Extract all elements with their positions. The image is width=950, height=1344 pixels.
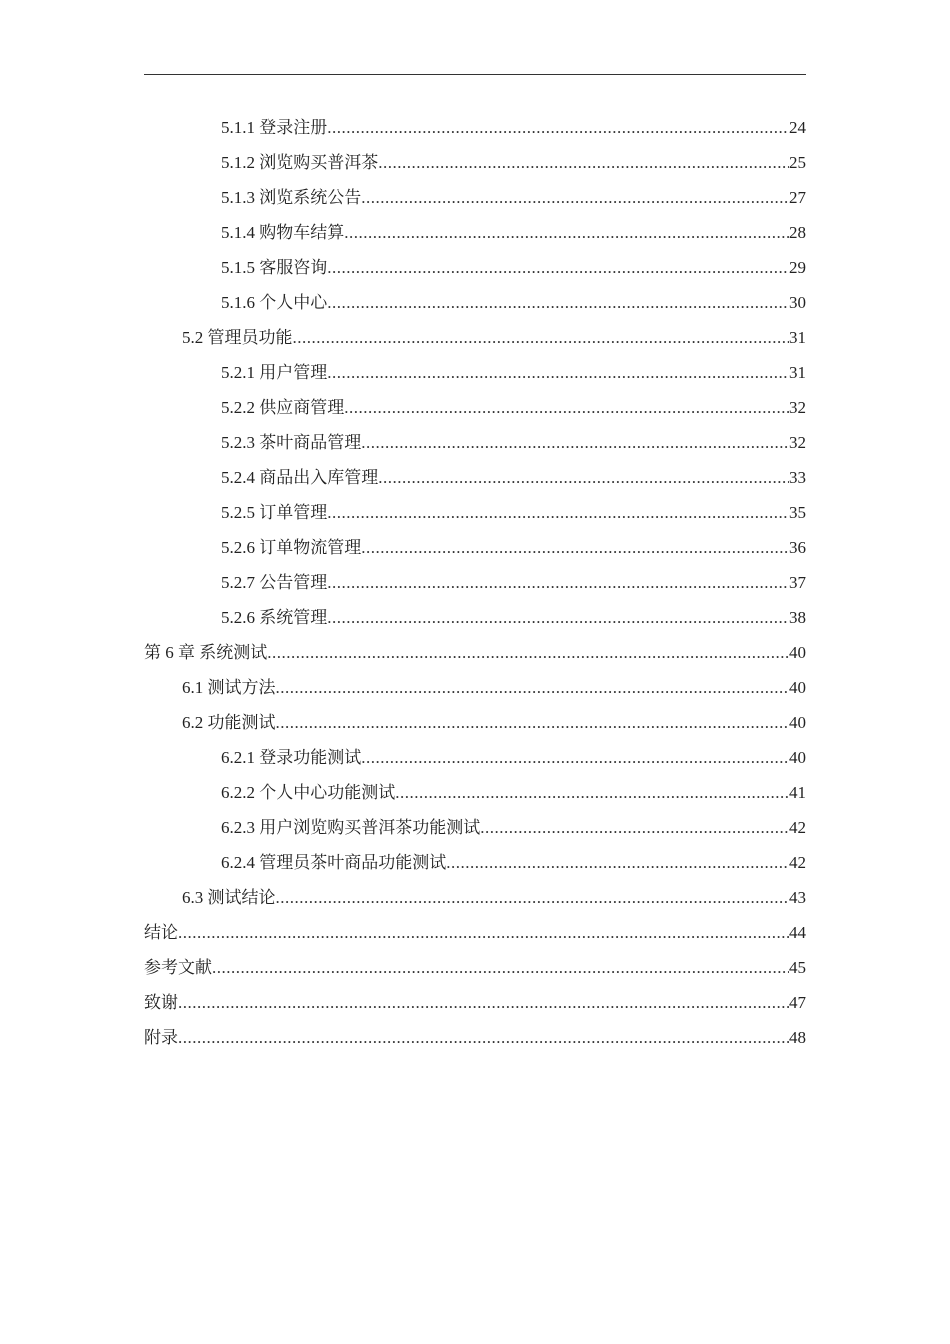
toc-entry[interactable]	[144, 390, 806, 425]
toc-entry-page: 31	[789, 328, 806, 347]
toc-dot-leader	[212, 950, 789, 985]
toc-entry-page: 32	[789, 398, 806, 417]
toc-entry[interactable]	[144, 145, 806, 180]
toc-dot-leader	[361, 740, 789, 775]
toc-entry[interactable]	[144, 425, 806, 460]
toc-entry-title: 5.2.6 系统管理	[221, 608, 328, 627]
toc-entry-page: 40	[789, 678, 806, 697]
toc-entry[interactable]	[144, 320, 806, 355]
toc-entry-title: 6.1 测试方法	[182, 678, 276, 697]
toc-entry-title: 6.2 功能测试	[182, 713, 276, 732]
toc-entry-page: 27	[789, 188, 806, 207]
toc-dot-leader	[178, 1020, 789, 1055]
toc-entry[interactable]	[144, 985, 806, 1020]
toc-entry-title: 5.1.2 浏览购买普洱茶	[221, 153, 379, 172]
toc-entry-page: 40	[789, 748, 806, 767]
toc-entry[interactable]	[144, 810, 806, 845]
toc-dot-leader	[178, 985, 789, 1020]
toc-entry[interactable]	[144, 740, 806, 775]
toc-entry[interactable]	[144, 110, 806, 145]
toc-entry-page: 47	[789, 993, 806, 1012]
toc-entry[interactable]	[144, 1020, 806, 1055]
toc-entry-page: 40	[789, 643, 806, 662]
toc-dot-leader	[344, 215, 789, 250]
toc-dot-leader	[480, 810, 789, 845]
toc-entry-page: 36	[789, 538, 806, 557]
toc-entry[interactable]	[144, 915, 806, 950]
toc-entry[interactable]	[144, 565, 806, 600]
toc-entry[interactable]	[144, 600, 806, 635]
toc-entry[interactable]	[144, 705, 806, 740]
toc-entry-title: 结论	[144, 923, 178, 942]
toc-dot-leader	[361, 530, 789, 565]
toc-entry[interactable]	[144, 250, 806, 285]
toc-entry[interactable]	[144, 775, 806, 810]
toc-entry[interactable]	[144, 355, 806, 390]
toc-entry-title: 5.2.7 公告管理	[221, 573, 328, 592]
toc-entry-title: 5.2 管理员功能	[182, 328, 293, 347]
toc-entry-page: 42	[789, 818, 806, 837]
toc-dot-leader	[361, 180, 789, 215]
toc-dot-leader	[395, 775, 789, 810]
toc-entry[interactable]	[144, 670, 806, 705]
toc-entry[interactable]	[144, 285, 806, 320]
toc-dot-leader	[378, 460, 789, 495]
toc-entry-title: 致谢	[144, 993, 178, 1012]
toc-entry-title: 5.2.1 用户管理	[221, 363, 328, 382]
toc-entry[interactable]	[144, 460, 806, 495]
toc-dot-leader	[293, 320, 790, 355]
toc-dot-leader	[344, 390, 789, 425]
toc-entry[interactable]	[144, 215, 806, 250]
toc-entry[interactable]	[144, 880, 806, 915]
toc-entry-title: 5.2.4 商品出入库管理	[221, 468, 379, 487]
toc-entry-title: 5.1.3 浏览系统公告	[221, 188, 362, 207]
toc-entry-page: 29	[789, 258, 806, 277]
toc-entry-page: 38	[789, 608, 806, 627]
toc-entry[interactable]	[144, 845, 806, 880]
toc-entry-page: 32	[789, 433, 806, 452]
toc-dot-leader	[327, 355, 789, 390]
toc-dot-leader	[267, 635, 789, 670]
toc-dot-leader	[378, 145, 789, 180]
toc-dot-leader	[276, 705, 790, 740]
toc-dot-leader	[327, 285, 789, 320]
toc-entry-page: 42	[789, 853, 806, 872]
toc-entry-page: 31	[789, 363, 806, 382]
toc-entry-page: 33	[789, 468, 806, 487]
toc-entry[interactable]	[144, 180, 806, 215]
toc-entry-title: 5.2.2 供应商管理	[221, 398, 345, 417]
toc-dot-leader	[327, 495, 789, 530]
toc-entry-page: 43	[789, 888, 806, 907]
header-rule	[144, 74, 806, 75]
toc-entry-page: 28	[789, 223, 806, 242]
toc-entry-page: 40	[789, 713, 806, 732]
toc-entry-title: 6.2.1 登录功能测试	[221, 748, 362, 767]
toc-entry-title: 附录	[144, 1028, 178, 1047]
toc-entry[interactable]	[144, 530, 806, 565]
toc-entry-page: 24	[789, 118, 806, 137]
toc-entry-title: 5.2.5 订单管理	[221, 503, 328, 522]
toc-entry-title: 参考文献	[144, 958, 212, 977]
toc-dot-leader	[327, 110, 789, 145]
toc-entry-title: 5.2.3 茶叶商品管理	[221, 433, 362, 452]
toc-entry-title: 5.1.6 个人中心	[221, 293, 328, 312]
toc-entry-page: 30	[789, 293, 806, 312]
toc-entry-page: 48	[789, 1028, 806, 1047]
toc-entry-title: 6.2.2 个人中心功能测试	[221, 783, 396, 802]
toc-dot-leader	[361, 425, 789, 460]
toc-entry-page: 45	[789, 958, 806, 977]
toc-entry[interactable]	[144, 635, 806, 670]
toc-entry-page: 25	[789, 153, 806, 172]
toc-entry-title: 5.1.5 客服咨询	[221, 258, 328, 277]
toc-entry-page: 35	[789, 503, 806, 522]
toc-entry[interactable]	[144, 495, 806, 530]
toc-entry-title: 5.1.4 购物车结算	[221, 223, 345, 242]
toc-dot-leader	[276, 670, 790, 705]
toc-entry[interactable]	[144, 950, 806, 985]
toc-dot-leader	[327, 250, 789, 285]
toc-dot-leader	[327, 600, 789, 635]
toc-dot-leader	[276, 880, 790, 915]
toc-entry-page: 37	[789, 573, 806, 592]
toc-entry-title: 5.2.6 订单物流管理	[221, 538, 362, 557]
toc-entry-title: 6.2.3 用户浏览购买普洱茶功能测试	[221, 818, 481, 837]
toc-entry-page: 41	[789, 783, 806, 802]
toc-dot-leader	[327, 565, 789, 600]
toc-entry-title: 第 6 章 系统测试	[144, 643, 268, 662]
table-of-contents	[144, 110, 806, 1055]
toc-entry-title: 6.3 测试结论	[182, 888, 276, 907]
toc-entry-page: 44	[789, 923, 806, 942]
toc-entry-title: 6.2.4 管理员茶叶商品功能测试	[221, 853, 447, 872]
toc-dot-leader	[178, 915, 789, 950]
toc-entry-title: 5.1.1 登录注册	[221, 118, 328, 137]
toc-dot-leader	[446, 845, 789, 880]
